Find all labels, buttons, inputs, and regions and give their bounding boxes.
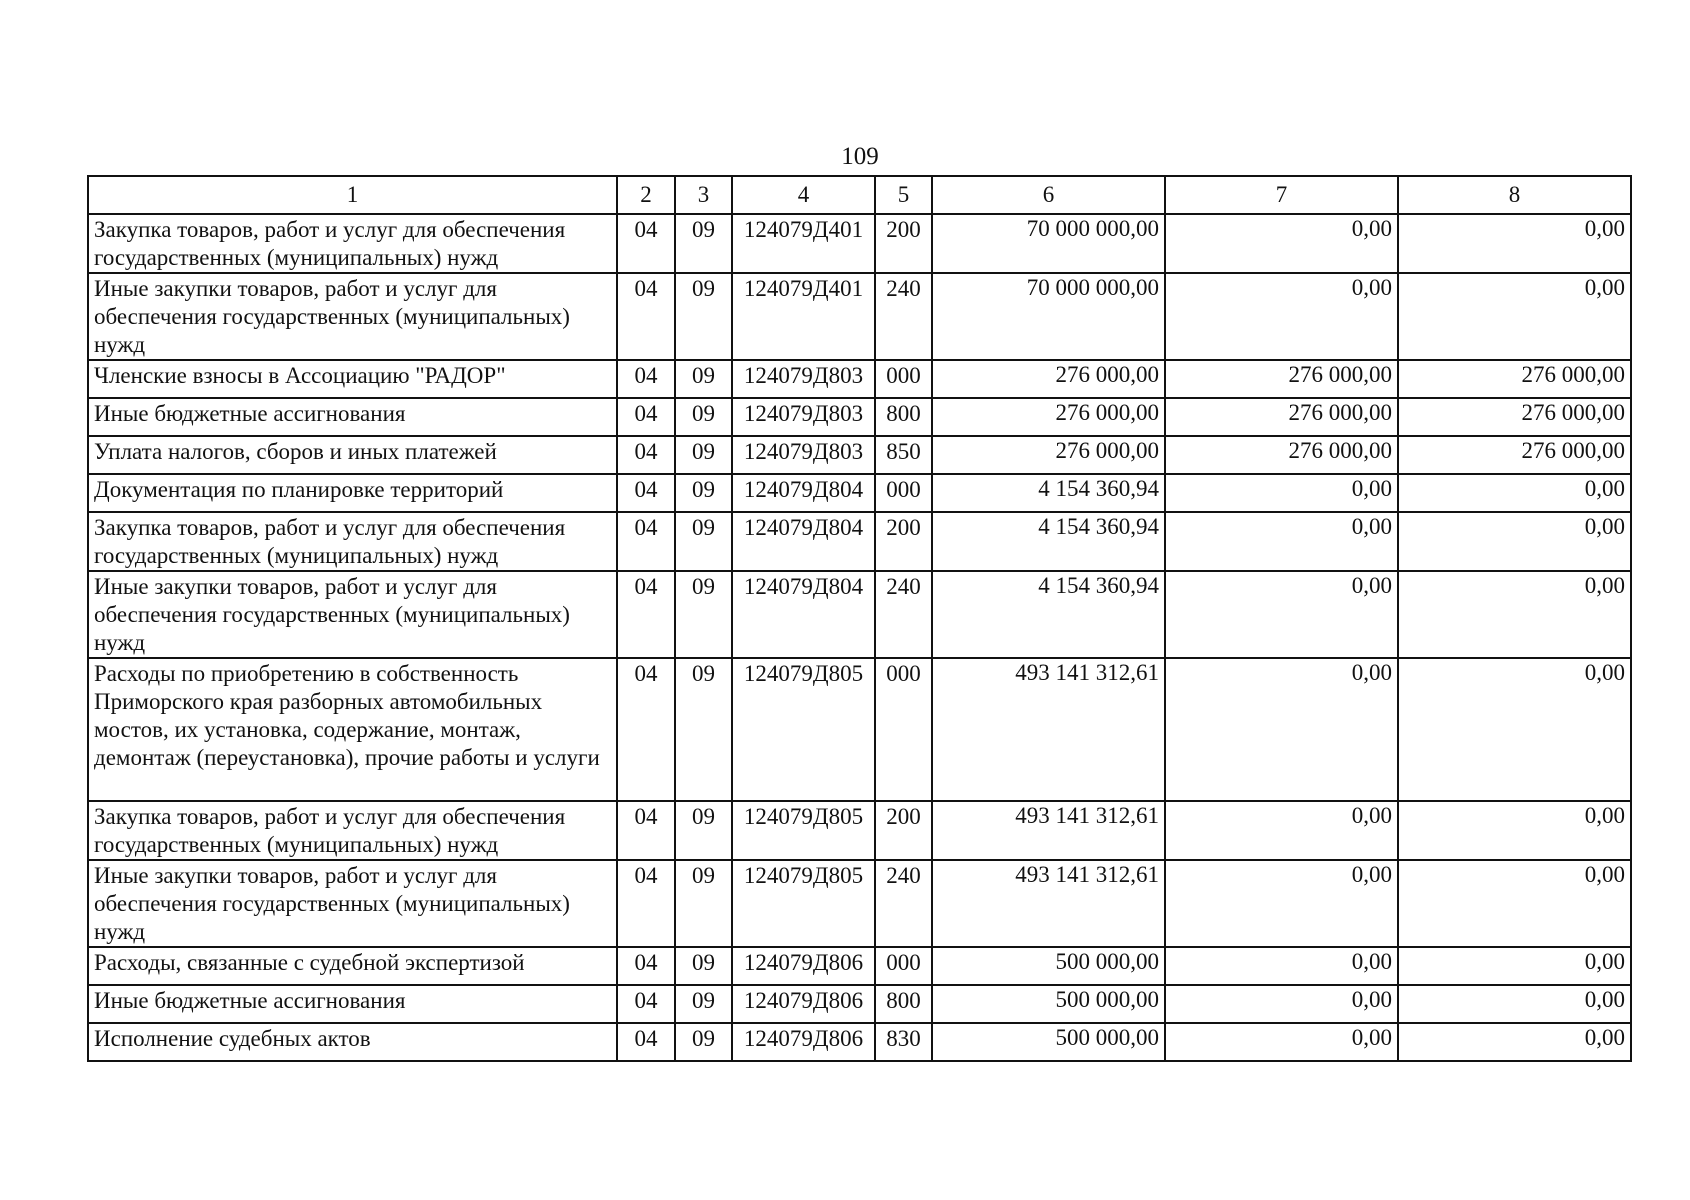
row-description: Иные закупки товаров, работ и услуг для обеспечения государственных (муниципальных) нужд	[88, 860, 617, 947]
target-article-code: 124079Д806	[732, 947, 875, 985]
amount-col-8: 0,00	[1398, 214, 1631, 273]
table-row	[88, 571, 1631, 658]
subsection-code: 09	[675, 436, 732, 474]
section-code: 04	[617, 214, 675, 273]
column-header: 2	[617, 176, 675, 214]
subsection-code: 09	[675, 398, 732, 436]
target-article-code: 124079Д806	[732, 985, 875, 1023]
amount-col-7: 0,00	[1165, 658, 1398, 801]
column-header: 6	[932, 176, 1165, 214]
row-description: Исполнение судебных актов	[88, 1023, 617, 1061]
amount-col-8: 0,00	[1398, 571, 1631, 658]
row-description: Расходы, связанные с судебной экспертизой	[88, 947, 617, 985]
row-description: Документация по планировке территорий	[88, 474, 617, 512]
section-code: 04	[617, 860, 675, 947]
column-header: 4	[732, 176, 875, 214]
expense-type-code: 000	[875, 360, 932, 398]
section-code: 04	[617, 985, 675, 1023]
section-code: 04	[617, 398, 675, 436]
amount-col-6: 4 154 360,94	[932, 474, 1165, 512]
row-description: Иные закупки товаров, работ и услуг для обеспечения государственных (муниципальных) нужд	[88, 273, 617, 360]
expense-type-code: 850	[875, 436, 932, 474]
subsection-code: 09	[675, 474, 732, 512]
section-code: 04	[617, 436, 675, 474]
subsection-code: 09	[675, 801, 732, 860]
amount-col-7: 276 000,00	[1165, 360, 1398, 398]
target-article-code: 124079Д804	[732, 571, 875, 658]
subsection-code: 09	[675, 860, 732, 947]
amount-col-6: 493 141 312,61	[932, 801, 1165, 860]
column-header: 1	[88, 176, 617, 214]
amount-col-7: 0,00	[1165, 214, 1398, 273]
column-header: 8	[1398, 176, 1631, 214]
table-row	[88, 273, 1631, 360]
subsection-code: 09	[675, 658, 732, 801]
section-code: 04	[617, 801, 675, 860]
amount-col-8: 0,00	[1398, 474, 1631, 512]
amount-col-8: 0,00	[1398, 985, 1631, 1023]
table-row	[88, 360, 1631, 398]
amount-col-8: 0,00	[1398, 512, 1631, 571]
table-row	[88, 214, 1631, 273]
table-row	[88, 512, 1631, 571]
subsection-code: 09	[675, 214, 732, 273]
target-article-code: 124079Д805	[732, 658, 875, 801]
amount-col-8: 0,00	[1398, 273, 1631, 360]
row-description: Закупка товаров, работ и услуг для обеспечения государственных (муниципальных) нужд	[88, 512, 617, 571]
section-code: 04	[617, 571, 675, 658]
expense-type-code: 200	[875, 801, 932, 860]
table-row	[88, 985, 1631, 1023]
page-number: 109	[841, 143, 879, 170]
row-description: Расходы по приобретению в собственность Приморского края разборных автомобильных мостов, их установка, содержание, монтаж, демонтаж (переустановка), прочие работы и услуги	[88, 658, 617, 801]
amount-col-6: 4 154 360,94	[932, 571, 1165, 658]
amount-col-7: 0,00	[1165, 1023, 1398, 1061]
table-row	[88, 436, 1631, 474]
expense-type-code: 200	[875, 214, 932, 273]
target-article-code: 124079Д804	[732, 474, 875, 512]
amount-col-6: 70 000 000,00	[932, 273, 1165, 360]
amount-col-6: 276 000,00	[932, 398, 1165, 436]
amount-col-7: 0,00	[1165, 571, 1398, 658]
header-row	[88, 176, 1631, 214]
row-description: Иные закупки товаров, работ и услуг для обеспечения государственных (муниципальных) нужд	[88, 571, 617, 658]
expense-type-code: 000	[875, 947, 932, 985]
amount-col-7: 0,00	[1165, 860, 1398, 947]
subsection-code: 09	[675, 1023, 732, 1061]
amount-col-8: 0,00	[1398, 1023, 1631, 1061]
column-header: 7	[1165, 176, 1398, 214]
table-row	[88, 860, 1631, 947]
target-article-code: 124079Д803	[732, 360, 875, 398]
target-article-code: 124079Д401	[732, 273, 875, 360]
amount-col-7: 276 000,00	[1165, 398, 1398, 436]
table-body	[88, 214, 1631, 1061]
expense-type-code: 800	[875, 398, 932, 436]
section-code: 04	[617, 947, 675, 985]
target-article-code: 124079Д401	[732, 214, 875, 273]
section-code: 04	[617, 360, 675, 398]
target-article-code: 124079Д803	[732, 436, 875, 474]
amount-col-8: 0,00	[1398, 801, 1631, 860]
expense-type-code: 240	[875, 571, 932, 658]
expense-type-code: 000	[875, 658, 932, 801]
amount-col-6: 70 000 000,00	[932, 214, 1165, 273]
table-row	[88, 1023, 1631, 1061]
section-code: 04	[617, 1023, 675, 1061]
row-description: Закупка товаров, работ и услуг для обеспечения государственных (муниципальных) нужд	[88, 214, 617, 273]
amount-col-6: 493 141 312,61	[932, 860, 1165, 947]
table-row	[88, 658, 1631, 801]
expense-type-code: 000	[875, 474, 932, 512]
section-code: 04	[617, 512, 675, 571]
subsection-code: 09	[675, 512, 732, 571]
budget-table	[87, 175, 1632, 1062]
column-header: 3	[675, 176, 732, 214]
amount-col-6: 500 000,00	[932, 1023, 1165, 1061]
amount-col-8: 0,00	[1398, 860, 1631, 947]
target-article-code: 124079Д805	[732, 860, 875, 947]
amount-col-6: 276 000,00	[932, 436, 1165, 474]
amount-col-8: 276 000,00	[1398, 360, 1631, 398]
target-article-code: 124079Д803	[732, 398, 875, 436]
expense-type-code: 800	[875, 985, 932, 1023]
expense-type-code: 240	[875, 273, 932, 360]
row-description: Иные бюджетные ассигнования	[88, 985, 617, 1023]
amount-col-7: 0,00	[1165, 947, 1398, 985]
section-code: 04	[617, 658, 675, 801]
table-row	[88, 474, 1631, 512]
amount-col-6: 500 000,00	[932, 947, 1165, 985]
table-row	[88, 398, 1631, 436]
amount-col-7: 0,00	[1165, 273, 1398, 360]
row-description: Закупка товаров, работ и услуг для обеспечения государственных (муниципальных) нужд	[88, 801, 617, 860]
amount-col-8: 276 000,00	[1398, 436, 1631, 474]
expense-type-code: 240	[875, 860, 932, 947]
expense-type-code: 200	[875, 512, 932, 571]
amount-col-7: 0,00	[1165, 801, 1398, 860]
amount-col-8: 0,00	[1398, 658, 1631, 801]
section-code: 04	[617, 273, 675, 360]
target-article-code: 124079Д804	[732, 512, 875, 571]
amount-col-6: 493 141 312,61	[932, 658, 1165, 801]
subsection-code: 09	[675, 360, 732, 398]
row-description: Членские взносы в Ассоциацию "РАДОР"	[88, 360, 617, 398]
subsection-code: 09	[675, 985, 732, 1023]
subsection-code: 09	[675, 571, 732, 658]
expense-type-code: 830	[875, 1023, 932, 1061]
amount-col-6: 4 154 360,94	[932, 512, 1165, 571]
row-description: Иные бюджетные ассигнования	[88, 398, 617, 436]
subsection-code: 09	[675, 947, 732, 985]
target-article-code: 124079Д806	[732, 1023, 875, 1061]
column-header: 5	[875, 176, 932, 214]
amount-col-8: 276 000,00	[1398, 398, 1631, 436]
amount-col-7: 276 000,00	[1165, 436, 1398, 474]
amount-col-7: 0,00	[1165, 474, 1398, 512]
amount-col-7: 0,00	[1165, 985, 1398, 1023]
subsection-code: 09	[675, 273, 732, 360]
target-article-code: 124079Д805	[732, 801, 875, 860]
section-code: 04	[617, 474, 675, 512]
amount-col-8: 0,00	[1398, 947, 1631, 985]
table-header	[88, 176, 1631, 214]
amount-col-6: 500 000,00	[932, 985, 1165, 1023]
amount-col-6: 276 000,00	[932, 360, 1165, 398]
row-description: Уплата налогов, сборов и иных платежей	[88, 436, 617, 474]
table-row	[88, 801, 1631, 860]
amount-col-7: 0,00	[1165, 512, 1398, 571]
table-row	[88, 947, 1631, 985]
